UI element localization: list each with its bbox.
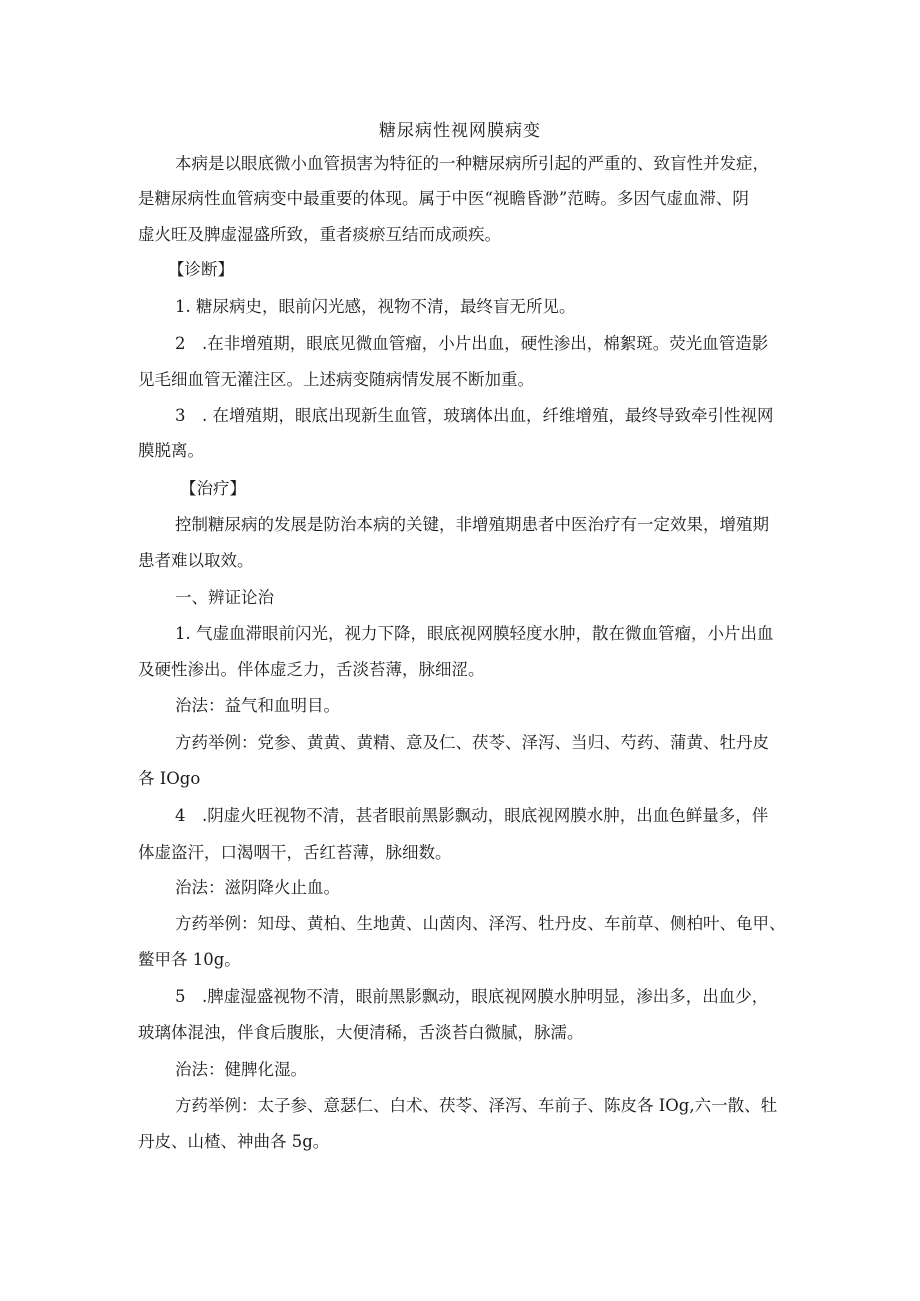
formula-2-line-2: 鳖甲各 10g。 [138, 950, 241, 969]
syndrome-2-line-2: 体虚盗汗，口渴咽干，舌红苔薄，脉细数。 [138, 843, 452, 862]
page-title: 糖尿病性视网膜病变 [379, 121, 541, 141]
intro-line-3: 虚火旺及脾虚湿盛所致，重者痰瘀互结而成顽疾。 [138, 225, 501, 244]
syndrome-2-line-1: 4 .阴虚火旺视物不清，甚者眼前黑影飘动，眼底视网膜水肿，出血色鲜量多，伴 [175, 806, 769, 825]
section-one-heading: 一、辨证论治 [175, 588, 274, 607]
method-2: 治法：滋阴降火止血。 [175, 878, 340, 897]
formula-3-line-2: 丹皮、山楂、神曲各 5g。 [138, 1132, 330, 1151]
diagnosis-item-2-line-1: 2 .在非增殖期，眼底见微血管瘤，小片出血，硬性渗出，棉絮斑。荧光血管造影 [175, 334, 769, 353]
diagnosis-item-3-line-2: 膜脱离。 [138, 441, 204, 460]
diagnosis-item-2-line-2: 见毛细血管无灌注区。上述病变随病情发展不断加重。 [138, 370, 534, 389]
treatment-intro-line-1: 控制糖尿病的发展是防治本病的关键，非增殖期患者中医治疗有一定效果，增殖期 [175, 515, 769, 534]
syndrome-1-line-1: 1. 气虚血滞眼前闪光，视力下降，眼底视网膜轻度水肿，散在微血管瘤，小片出血 [175, 624, 774, 643]
syndrome-1-line-2: 及硬性渗出。伴体虚乏力，舌淡苔薄，脉细涩。 [138, 660, 485, 679]
formula-3-line-1: 方药举例：太子参、意瑟仁、白术、茯苓、泽泻、车前子、陈皮各 IOg,六一散、牡 [175, 1096, 778, 1115]
method-3: 治法：健脾化湿。 [175, 1060, 307, 1079]
diagnosis-item-1: 1. 糖尿病史，眼前闪光感，视物不清，最终盲无所见。 [175, 297, 576, 316]
formula-1-line-2: 各 IOgo [138, 769, 201, 788]
method-1: 治法：益气和血明目。 [175, 696, 340, 715]
diagnosis-item-3-line-1: 3 . 在增殖期，眼底出现新生血管，玻璃体出血，纤维增殖，最终导致牵引性视网 [175, 406, 774, 425]
diagnosis-heading: 【诊断】 [168, 260, 234, 279]
syndrome-3-line-2: 玻璃体混浊，伴食后腹胀，大便清稀，舌淡苔白微腻，脉濡。 [138, 1023, 584, 1042]
formula-1-line-1: 方药举例：党参、黄黄、黄精、意及仁、茯苓、泽泻、当归、芍药、蒲黄、牡丹皮 [175, 733, 769, 752]
syndrome-3-line-1: 5 .脾虚湿盛视物不清，眼前黑影飘动，眼底视网膜水肿明显，渗出多，出血少， [175, 987, 769, 1006]
formula-2-line-1: 方药举例：知母、黄柏、生地黄、山茵肉、泽泻、牡丹皮、车前草、侧柏叶、龟甲、 [175, 914, 786, 933]
treatment-intro-line-2: 患者难以取效。 [138, 551, 254, 570]
intro-line-2: 是糖尿病性血管病变中最重要的体现。属于中医“视瞻昏渺”范畴。多因气虚血滞、阴 [138, 189, 749, 208]
intro-line-1: 本病是以眼底微小血管损害为特征的一种糖尿病所引起的严重的、致盲性并发症， [175, 154, 769, 173]
treatment-heading: 【治疗】 [180, 479, 246, 498]
